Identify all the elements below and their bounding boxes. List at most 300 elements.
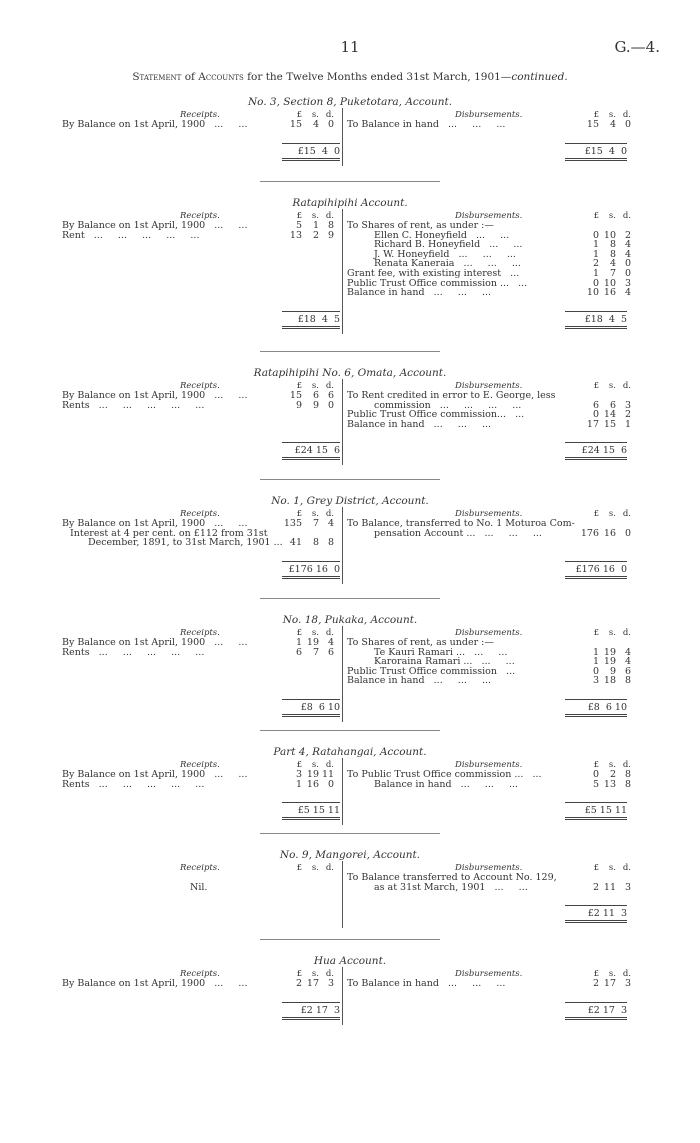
- disbursement-text: Balance in hand: [347, 418, 425, 430]
- disbursement-row: [347, 979, 505, 989]
- receipt-amount-pounds: 13: [289, 229, 302, 241]
- disbursement-amount-pounds: 5: [592, 778, 599, 790]
- leader-dots: ...: [509, 277, 528, 289]
- receipts-lsd-heading-pound: £: [296, 509, 302, 519]
- column-divider: [342, 379, 343, 465]
- receipt-amount-shillings: 2: [312, 229, 319, 241]
- disbursement-amount-pence: 0: [624, 268, 631, 279]
- disbursements-lsd-heading-s: s.: [608, 863, 616, 873]
- disbursement-amount-shillings: 6: [609, 399, 616, 411]
- receipts-lsd-heading-s: s.: [311, 381, 319, 391]
- total-double-rule: [565, 920, 627, 923]
- receipts-lsd-heading-d: d.: [325, 760, 334, 770]
- receipt-text: Rents: [62, 778, 90, 790]
- receipt-text: Rents: [62, 646, 90, 658]
- disbursement-text: Ellen C. Honeyfield: [374, 229, 467, 241]
- leader-dots: ... ... ... ... ...: [89, 399, 205, 411]
- disbursement-amount-pounds: 1: [592, 239, 599, 251]
- receipts-total-value: £8 6 10: [300, 702, 340, 713]
- disbursements-total: [565, 564, 627, 576]
- disbursement-amount: [575, 288, 635, 298]
- account-title: Part 4, Ratahangai, Account.: [273, 746, 427, 758]
- disbursement-amount-pence: 0: [624, 119, 631, 130]
- receipts-total-value: £176 16 0: [288, 563, 340, 575]
- receipt-amount-pounds: 15: [289, 390, 302, 401]
- disbursement-row: [374, 883, 528, 893]
- disbursements-total-value: £5 15 11: [584, 805, 627, 817]
- receipts-lsd-heading-s: s.: [311, 863, 319, 873]
- receipt-amount-pounds: 41: [289, 537, 302, 549]
- leader-dots: ... ... ...: [424, 418, 492, 430]
- disbursements-total-value: £18 4 5: [584, 313, 627, 325]
- section-divider: [260, 833, 440, 834]
- receipts-lsd-heading-pound: £: [296, 211, 302, 221]
- disbursement-text: pensation Account ...: [374, 527, 476, 539]
- disbursement-text: To Shares of rent, as under :—: [347, 637, 494, 648]
- receipts-lsd-heading-d: d.: [325, 863, 334, 873]
- total-rule: [565, 442, 627, 443]
- disbursement-row: [347, 120, 505, 130]
- page-number: 11: [340, 38, 360, 56]
- leader-dots: ... ... ...: [438, 978, 506, 989]
- leader-dots: ... ... ...: [451, 778, 519, 790]
- disbursement-amount-pounds: 17: [586, 418, 599, 430]
- total-rule: [282, 311, 340, 312]
- disbursement-amount: [575, 883, 635, 893]
- receipt-amount-pounds: 5: [295, 220, 302, 231]
- receipts-lsd-heading-s: s.: [311, 509, 319, 519]
- receipt-text: By Balance on 1st April, 1900: [62, 769, 206, 780]
- total-double-rule: [282, 576, 340, 579]
- receipts-total-value: £2 17 3: [300, 1004, 340, 1016]
- disbursement-text: Grant fee, with existing interest: [347, 268, 502, 279]
- total-double-rule: [565, 158, 627, 161]
- column-divider: [342, 861, 343, 928]
- disbursement-text: Public Trust Office commission...: [347, 409, 507, 421]
- account-title: No. 9, Mangorei, Account.: [279, 849, 421, 861]
- receipts-total-value: £15 4 0: [297, 145, 340, 157]
- total-rule: [565, 1002, 627, 1003]
- disbursement-amount-pounds: 0: [592, 769, 599, 780]
- receipts-total: [282, 314, 340, 326]
- disbursement-amount-pence: 2: [624, 409, 631, 421]
- disbursement-amount-shillings: 10: [603, 277, 616, 289]
- disbursement-amount-pence: 6: [624, 665, 631, 677]
- receipts-lsd-heading-d: d.: [325, 969, 334, 979]
- disbursement-row: [374, 780, 518, 790]
- receipt-amount-shillings: 8: [312, 537, 319, 549]
- total-rule: [565, 802, 627, 803]
- leader-dots: ... ... ...: [454, 258, 521, 270]
- disbursements-heading: Disbursements.: [455, 211, 523, 221]
- leader-dots: ... ...: [485, 881, 528, 893]
- disbursements-heading: Disbursements.: [455, 110, 523, 120]
- disbursements-total: [565, 908, 627, 920]
- disbursements-lsd-heading-pound: £: [593, 211, 599, 221]
- column-divider: [342, 209, 343, 334]
- total-double-rule: [565, 326, 627, 329]
- leader-dots: ... ...: [205, 518, 248, 529]
- receipt-amount: [278, 780, 338, 790]
- receipt-row: [62, 780, 204, 790]
- total-double-rule: [565, 714, 627, 717]
- receipt-amount-pence: 6: [327, 646, 334, 658]
- disbursement-amount: [575, 780, 635, 790]
- disbursement-text: To Balance in hand: [347, 119, 439, 130]
- receipt-text: Rent: [62, 229, 85, 241]
- disbursement-text: Renata Kaneraia: [374, 258, 455, 270]
- disbursement-amount-pence: 4: [624, 656, 631, 668]
- column-divider: [342, 626, 343, 722]
- receipts-heading: Receipts.: [180, 628, 220, 638]
- disbursements-total-value: £2 11 3: [587, 908, 627, 920]
- leader-dots: ... ... ... ... ...: [89, 778, 205, 790]
- disbursement-row: [347, 420, 491, 430]
- title-accounts: Accounts: [198, 71, 244, 83]
- total-double-rule: [282, 326, 340, 329]
- receipt-amount-pounds: 15: [289, 119, 302, 130]
- disbursement-text: commission: [374, 399, 431, 411]
- receipt-text: December, 1891, to 31st March, 1901 ...: [88, 537, 283, 549]
- disbursements-heading: Disbursements.: [455, 863, 523, 873]
- receipt-row: [62, 401, 204, 411]
- receipt-amount-shillings: 17: [306, 978, 319, 989]
- receipt-amount-pence: 4: [327, 518, 334, 529]
- receipts-lsd-heading-s: s.: [311, 628, 319, 638]
- disbursement-amount-pounds: 6: [592, 399, 599, 411]
- disbursements-heading: Disbursements.: [455, 760, 523, 770]
- disbursement-amount-pence: 3: [624, 881, 631, 893]
- disbursement-text: Karoraina Ramari ...: [374, 656, 473, 668]
- leader-dots: ... ... ...: [424, 675, 492, 687]
- receipt-amount: [278, 120, 338, 130]
- receipts-heading: Receipts.: [180, 509, 220, 519]
- receipts-total: [282, 564, 340, 576]
- disbursement-amount: [575, 529, 635, 539]
- disbursement-row: [374, 529, 542, 539]
- receipts-heading: Receipts.: [180, 110, 220, 120]
- disbursement-text: Balance in hand: [347, 675, 425, 687]
- disbursement-text: To Balance transferred to Account No. 129,: [347, 872, 557, 883]
- disbursements-lsd-heading-d: d.: [622, 211, 631, 221]
- disbursement-amount-pounds: 2: [592, 881, 599, 893]
- disbursement-text: J. W. Honeyfield: [374, 248, 450, 260]
- page-header: [0, 38, 700, 58]
- receipt-text: Interest at 4 per cent. on £112 from 31st: [70, 527, 268, 539]
- disbursement-amount-pence: 4: [624, 248, 631, 260]
- document-code: G.—4.: [614, 38, 660, 56]
- section-divider: [260, 598, 440, 599]
- disbursement-amount-shillings: 13: [603, 778, 616, 790]
- disbursement-text: Balance in hand: [347, 287, 425, 299]
- disbursements-lsd-heading-d: d.: [622, 969, 631, 979]
- receipts-lsd-heading-pound: £: [296, 628, 302, 638]
- account-title: Ratapihipihi Account.: [292, 197, 408, 209]
- disbursement-amount-shillings: 10: [603, 229, 616, 241]
- disbursement-amount-pounds: 0: [592, 409, 599, 421]
- receipt-amount-pounds: 9: [295, 399, 302, 411]
- total-double-rule: [282, 457, 340, 460]
- receipts-lsd-heading-d: d.: [325, 381, 334, 391]
- disbursements-lsd-heading-s: s.: [608, 211, 616, 221]
- receipt-amount-pence: 0: [327, 399, 334, 411]
- receipt-amount-pence: 11: [322, 769, 335, 780]
- receipts-lsd-heading-pound: £: [296, 863, 302, 873]
- total-double-rule: [282, 714, 340, 717]
- leader-dots: ...: [523, 769, 542, 780]
- total-double-rule: [565, 457, 627, 460]
- receipt-amount-pounds: 135: [283, 518, 302, 529]
- receipt-text: By Balance on 1st April, 1900: [62, 390, 206, 401]
- disbursement-text: as at 31st March, 1901: [374, 881, 486, 893]
- receipt-amount-pounds: 6: [295, 646, 302, 658]
- account-section: [0, 955, 700, 1095]
- section-divider: [260, 181, 440, 182]
- disbursement-amount-shillings: 2: [609, 769, 616, 780]
- leader-dots: ... ...: [205, 220, 248, 231]
- receipt-row: [62, 231, 199, 241]
- receipt-text: By Balance on 1st April, 1900: [62, 119, 206, 130]
- title-of: of: [184, 71, 195, 83]
- leader-dots: ... ...: [472, 656, 515, 668]
- disbursements-total-value: £15 4 0: [584, 145, 627, 157]
- disbursements-total: [565, 314, 627, 326]
- receipts-total: [282, 445, 340, 457]
- total-double-rule: [565, 1017, 627, 1020]
- receipts-lsd-heading-s: s.: [311, 110, 319, 120]
- disbursements-lsd-heading-d: d.: [622, 509, 631, 519]
- title-rest: for the Twelve Months ended 31st March, 1901—: [247, 71, 512, 83]
- leader-dots: ... ...: [205, 390, 248, 401]
- disbursements-total: [565, 702, 627, 714]
- disbursement-amount-shillings: 16: [603, 287, 616, 299]
- receipt-amount-shillings: 19: [306, 769, 319, 780]
- disbursements-lsd-heading-pound: £: [593, 628, 599, 638]
- receipts-lsd-heading-d: d.: [325, 211, 334, 221]
- leader-dots: ... ... ... ... ...: [89, 646, 205, 658]
- disbursement-text: Balance in hand: [374, 778, 452, 790]
- disbursements-lsd-heading-s: s.: [608, 110, 616, 120]
- receipt-amount-pence: 3: [327, 978, 334, 989]
- disbursement-amount-pounds: 3: [592, 675, 599, 687]
- receipt-row: [62, 120, 247, 130]
- disbursement-amount-shillings: 17: [603, 978, 616, 989]
- leader-dots: ... ... ... ...: [430, 399, 522, 411]
- disbursements-total: [565, 445, 627, 457]
- receipt-amount-shillings: 4: [312, 119, 319, 130]
- title-continued: continued.: [511, 71, 568, 83]
- receipts-lsd-heading-s: s.: [311, 760, 319, 770]
- disbursement-amount-shillings: 4: [609, 119, 616, 130]
- receipts-nil: Nil.: [190, 881, 208, 893]
- leader-dots: ... ... ...: [424, 287, 492, 299]
- receipt-amount-pence: 4: [327, 637, 334, 648]
- disbursements-heading: Disbursements.: [455, 509, 523, 519]
- receipts-total: [282, 1005, 340, 1017]
- leader-dots: ... ...: [205, 769, 248, 780]
- page-title: [0, 71, 700, 83]
- leader-dots: ... ... ...: [449, 248, 516, 260]
- receipt-amount: [278, 538, 338, 548]
- disbursement-row: [347, 676, 491, 686]
- total-rule: [282, 699, 340, 700]
- receipts-heading: Receipts.: [180, 969, 220, 979]
- disbursements-lsd-heading-pound: £: [593, 969, 599, 979]
- disbursement-amount-pence: 3: [624, 978, 631, 989]
- account-title: No. 18, Pukaka, Account.: [282, 614, 418, 626]
- total-rule: [282, 1002, 340, 1003]
- account-title: No. 3, Section 8, Puketotara, Account.: [247, 96, 453, 108]
- disbursements-lsd-heading-pound: £: [593, 760, 599, 770]
- disbursements-total-value: £8 6 10: [587, 702, 627, 713]
- account-section: [0, 367, 700, 507]
- disbursement-amount-pence: 3: [624, 277, 631, 289]
- total-double-rule: [565, 817, 627, 820]
- disbursements-lsd-heading-d: d.: [622, 863, 631, 873]
- receipts-total-value: £18 4 5: [297, 313, 340, 325]
- receipts-lsd-heading-s: s.: [311, 211, 319, 221]
- account-title: No. 1, Grey District, Account.: [271, 495, 429, 507]
- leader-dots: ... ... ...: [438, 119, 506, 130]
- receipts-lsd-heading-pound: £: [296, 760, 302, 770]
- account-title: Hua Account.: [313, 955, 387, 967]
- disbursement-text: Public Trust Office commission: [347, 665, 497, 677]
- column-divider: [342, 507, 343, 584]
- disbursements-lsd-heading-pound: £: [593, 509, 599, 519]
- receipt-row: [88, 538, 283, 548]
- leader-dots: ...: [496, 665, 516, 677]
- receipt-text: By Balance on 1st April, 1900: [62, 637, 206, 648]
- disbursement-text: To Balance in hand: [347, 978, 439, 989]
- disbursement-amount-shillings: 14: [603, 409, 616, 421]
- disbursement-amount-pence: 8: [624, 675, 631, 687]
- disbursement-amount-pence: 1: [624, 418, 631, 430]
- disbursement-amount-shillings: 11: [603, 881, 616, 893]
- leader-dots: ... ...: [480, 239, 523, 251]
- disbursement-amount-pounds: 1: [592, 646, 599, 658]
- disbursement-amount: [575, 676, 635, 686]
- disbursement-row: [347, 288, 491, 298]
- receipt-amount-shillings: 7: [312, 518, 319, 529]
- disbursement-text: To Rent credited in error to E. George, less: [347, 390, 556, 401]
- leader-dots: ... ...: [465, 646, 508, 658]
- leader-dots: ... ...: [466, 229, 510, 241]
- title-statement: Statement: [132, 71, 182, 83]
- disbursements-lsd-heading-pound: £: [593, 863, 599, 873]
- disbursements-total-value: £24 15 6: [581, 445, 627, 457]
- disbursements-lsd-heading-d: d.: [622, 760, 631, 770]
- receipts-total-value: £24 15 6: [294, 445, 340, 457]
- disbursements-lsd-heading-s: s.: [608, 509, 616, 519]
- disbursement-amount-pounds: 1: [592, 656, 599, 668]
- disbursement-amount: [575, 420, 635, 430]
- receipt-row: [62, 648, 204, 658]
- disbursement-amount-pence: 8: [624, 769, 631, 780]
- receipts-heading: Receipts.: [180, 211, 220, 221]
- receipt-amount-shillings: 7: [312, 646, 319, 658]
- receipts-lsd-heading-d: d.: [325, 628, 334, 638]
- disbursement-amount-pence: 4: [624, 239, 631, 251]
- disbursement-text: Te Kauri Ramari ...: [374, 646, 466, 658]
- receipts-total: [282, 146, 340, 158]
- total-double-rule: [282, 158, 340, 161]
- receipt-amount-pence: 0: [327, 778, 334, 790]
- leader-dots: ... ... ...: [475, 527, 542, 539]
- receipts-total: [282, 702, 340, 714]
- column-divider: [342, 758, 343, 825]
- total-rule: [565, 143, 627, 144]
- disbursement-amount-pounds: 15: [586, 119, 599, 130]
- disbursement-text: Richard B. Honeyfield: [374, 239, 481, 251]
- total-rule: [565, 311, 627, 312]
- receipt-amount-pence: 0: [327, 119, 334, 130]
- receipt-text: By Balance on 1st April, 1900: [62, 220, 206, 231]
- disbursement-text: Public Trust Office commission ...: [347, 277, 510, 289]
- receipt-row: [62, 979, 247, 989]
- disbursement-amount-shillings: 18: [603, 675, 616, 687]
- disbursements-total: [565, 146, 627, 158]
- receipts-lsd-heading-s: s.: [311, 969, 319, 979]
- receipt-amount-shillings: 1: [312, 220, 319, 231]
- total-rule: [282, 802, 340, 803]
- disbursements-total-value: £176 16 0: [575, 563, 627, 575]
- receipt-amount: [278, 231, 338, 241]
- receipt-amount-shillings: 9: [312, 399, 319, 411]
- disbursement-amount-pounds: 0: [592, 277, 599, 289]
- disbursements-lsd-heading-d: d.: [622, 110, 631, 120]
- section-divider: [260, 730, 440, 731]
- section-divider: [260, 479, 440, 480]
- receipt-amount: [278, 979, 338, 989]
- leader-dots: ... ...: [205, 637, 248, 648]
- receipts-heading: Receipts.: [180, 863, 220, 873]
- receipt-amount-pence: 6: [327, 390, 334, 401]
- account-title: Ratapihipihi No. 6, Omata, Account.: [253, 367, 447, 379]
- receipts-heading: Receipts.: [180, 760, 220, 770]
- account-section: [0, 197, 700, 337]
- leader-dots: ... ... ... ... ...: [84, 229, 200, 241]
- leader-dots: ... ...: [205, 978, 248, 989]
- disbursements-lsd-heading-pound: £: [593, 110, 599, 120]
- receipts-lsd-heading-d: d.: [325, 110, 334, 120]
- total-rule: [282, 143, 340, 144]
- disbursements-lsd-heading-s: s.: [608, 760, 616, 770]
- receipts-lsd-heading-pound: £: [296, 381, 302, 391]
- disbursements-heading: Disbursements.: [455, 969, 523, 979]
- receipt-amount-pence: 8: [327, 220, 334, 231]
- disbursement-amount-pounds: 10: [586, 287, 599, 299]
- disbursement-amount-shillings: 8: [609, 239, 616, 251]
- receipts-lsd-heading-pound: £: [296, 110, 302, 120]
- receipt-amount: [278, 519, 338, 529]
- total-rule: [565, 561, 627, 562]
- disbursement-amount: [575, 120, 635, 130]
- disbursement-amount-pence: 0: [624, 258, 631, 270]
- disbursements-lsd-heading-pound: £: [593, 381, 599, 391]
- disbursement-amount-pence: 0: [624, 527, 631, 539]
- disbursements-total: [565, 1005, 627, 1017]
- disbursement-amount-shillings: 7: [609, 268, 616, 279]
- receipt-amount-pounds: 1: [295, 778, 302, 790]
- receipts-total-value: £5 15 11: [297, 805, 340, 817]
- disbursement-amount-pence: 4: [624, 287, 631, 299]
- disbursement-amount-pence: 4: [624, 646, 631, 658]
- receipt-amount-pounds: 3: [295, 769, 302, 780]
- receipt-amount-shillings: 6: [312, 390, 319, 401]
- leader-dots: ... ...: [205, 119, 248, 130]
- receipt-amount: [278, 648, 338, 658]
- receipt-amount-pence: 9: [327, 229, 334, 241]
